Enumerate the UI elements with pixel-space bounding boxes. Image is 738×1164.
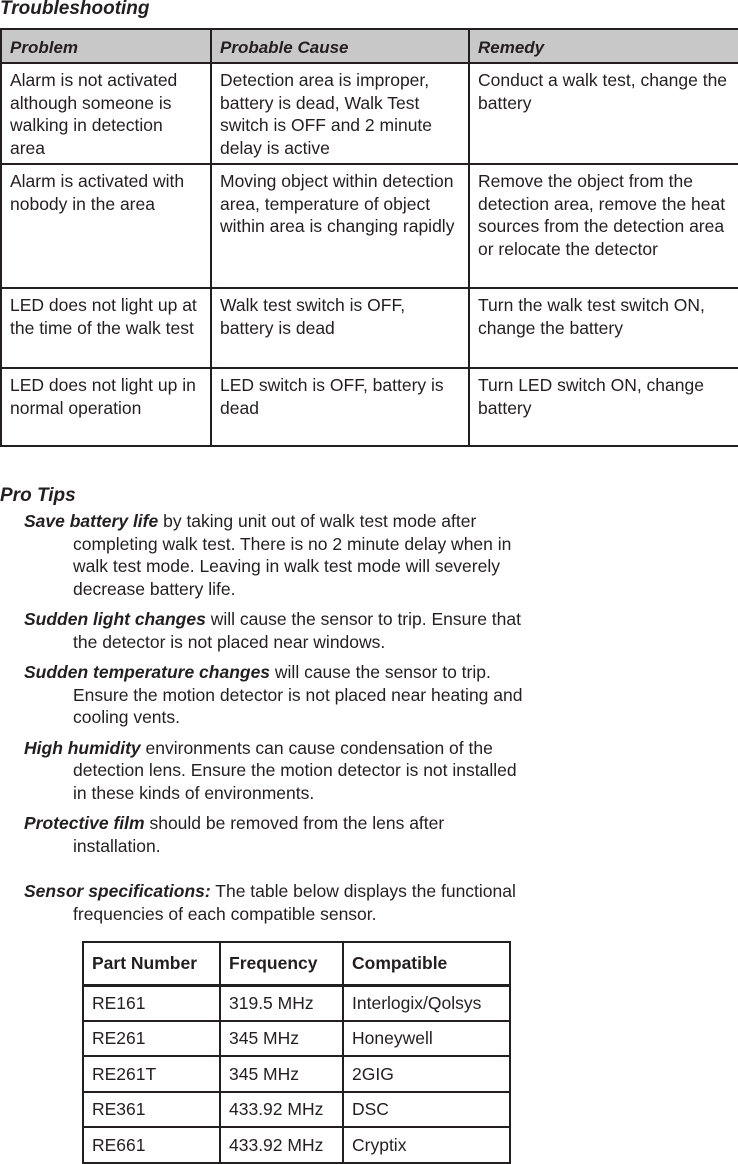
frequency-cell: 433.92 MHz: [220, 1127, 343, 1163]
tip-item: [24, 510, 534, 600]
table-row: [1, 368, 738, 446]
table-row: [83, 1056, 510, 1092]
tip-lead: Sudden light changes: [24, 609, 206, 629]
compatible-cell: 2GIG: [343, 1056, 510, 1092]
part-number-cell: RE661: [83, 1127, 220, 1163]
problem-cell: LED does not light up in normal operation: [1, 368, 211, 446]
header-compatible: Compatible: [343, 942, 510, 985]
tip-item: [24, 608, 534, 653]
tip-item: [24, 812, 534, 857]
part-number-cell: RE161: [83, 985, 220, 1021]
tip-item: [24, 737, 534, 805]
cause-cell: LED switch is OFF, battery is dead: [211, 368, 469, 446]
spec-lead: Sensor specifications:: [24, 881, 211, 901]
tip-lead: High humidity: [24, 737, 141, 758]
header-problem: Problem: [1, 29, 211, 63]
header-part-number: Part Number: [83, 942, 220, 985]
problem-cell: Alarm is not activated although someone is walking in detection area: [1, 63, 211, 164]
tip-item: [24, 661, 534, 729]
tip-text: should be removed from the lens after installation.: [73, 813, 445, 856]
table-row: [83, 985, 510, 1021]
part-number-cell: RE261T: [83, 1056, 220, 1092]
table-row: [83, 1092, 510, 1128]
sensor-table: [82, 941, 511, 1164]
pro-tips-list: [24, 510, 534, 865]
header-frequency: Frequency: [220, 942, 343, 985]
remedy-cell: Remove the object from the detection area, remove the heat sources from the detection area or relocate the detector: [469, 164, 738, 288]
tip-lead: Save battery life: [24, 511, 159, 531]
tip-text: will cause the sensor to trip. Ensure the motion detector is not placed near heating and cooling vents.: [73, 662, 523, 727]
header-remedy: Remedy: [469, 29, 738, 63]
spec-text: The table below displays the functional frequencies of each compatible sensor.: [73, 881, 516, 924]
tip-text: environments can cause condensation of the detection lens. Ensure the motion detector is not installed in these kinds of environments.: [73, 737, 517, 803]
table-row: [83, 1021, 510, 1057]
troubleshooting-title: Troubleshooting: [0, 0, 150, 19]
part-number-cell: RE361: [83, 1092, 220, 1128]
table-header-row: [83, 942, 510, 985]
remedy-cell: Turn LED switch ON, change battery: [469, 368, 738, 446]
table-row: [1, 63, 738, 164]
tip-text: by taking unit out of walk test mode after completing walk test. There is no 2 minute delay when in walk test mode. Leaving in walk test mode will severely decrease battery life.: [73, 511, 512, 599]
table-row: [1, 288, 738, 368]
troubleshooting-table: [0, 28, 738, 447]
cause-cell: Detection area is improper, battery is dead, Walk Test switch is OFF and 2 minute delay is active: [211, 63, 469, 164]
problem-cell: Alarm is activated with nobody in the area: [1, 164, 211, 288]
sensor-specifications: [24, 880, 583, 925]
table-header-row: [1, 29, 738, 63]
table-row: [1, 164, 738, 288]
tip-lead: Protective film: [24, 813, 145, 833]
frequency-cell: 433.92 MHz: [220, 1092, 343, 1128]
cause-cell: Moving object within detection area, temperature of object within area is changing rapidly: [211, 164, 469, 288]
frequency-cell: 345 MHz: [220, 1021, 343, 1057]
compatible-cell: Cryptix: [343, 1127, 510, 1163]
remedy-cell: Turn the walk test switch ON, change the battery: [469, 288, 738, 368]
frequency-cell: 345 MHz: [220, 1056, 343, 1092]
tip-text: will cause the sensor to trip. Ensure that the detector is not placed near windows.: [73, 609, 521, 652]
compatible-cell: Honeywell: [343, 1021, 510, 1057]
problem-cell: LED does not light up at the time of the walk test: [1, 288, 211, 368]
remedy-cell: Conduct a walk test, change the battery: [469, 63, 738, 164]
cause-cell: Walk test switch is OFF, battery is dead: [211, 288, 469, 368]
frequency-cell: 319.5 MHz: [220, 985, 343, 1021]
compatible-cell: Interlogix/Qolsys: [343, 985, 510, 1021]
header-probable-cause: Probable Cause: [211, 29, 469, 63]
compatible-cell: DSC: [343, 1092, 510, 1128]
tip-lead: Sudden temperature changes: [24, 662, 271, 682]
pro-tips-title: Pro Tips: [0, 485, 76, 506]
part-number-cell: RE261: [83, 1021, 220, 1057]
table-row: [83, 1127, 510, 1163]
